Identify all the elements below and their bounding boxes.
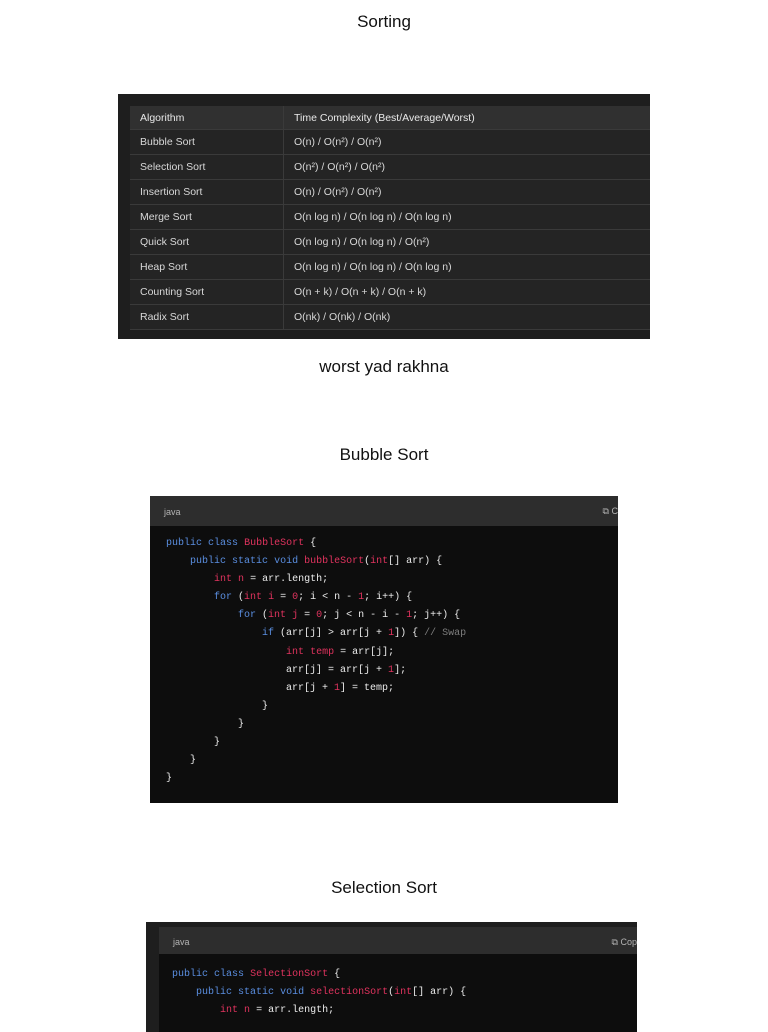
complexity-cell: O(n log n) / O(n log n) / O(n log n) <box>284 205 651 230</box>
table-row <box>130 230 650 255</box>
table-row <box>130 155 650 180</box>
language-label: java <box>173 937 190 947</box>
complexity-cell: O(n + k) / O(n + k) / O(n + k) <box>284 280 651 305</box>
algorithm-cell: Counting Sort <box>130 280 284 305</box>
column-header-complexity: Time Complexity (Best/Average/Worst) <box>284 106 651 130</box>
heading-bubble-sort: Bubble Sort <box>339 445 429 464</box>
complexity-cell: O(n log n) / O(n log n) / O(n²) <box>284 230 651 255</box>
table-row <box>130 205 650 230</box>
copy-icon: ⧉ <box>602 506 609 516</box>
complexity-cell: O(n²) / O(n²) / O(n²) <box>284 155 651 180</box>
complexity-cell: O(n) / O(n²) / O(n²) <box>284 130 651 155</box>
complexity-cell: O(n) / O(n²) / O(n²) <box>284 180 651 205</box>
heading-note: worst yad rakhna <box>319 357 449 376</box>
heading-selection-sort: Selection Sort <box>331 878 437 897</box>
table-row <box>130 180 650 205</box>
language-label: java <box>164 507 181 517</box>
code-block-bubble-sort <box>150 496 618 803</box>
algorithm-cell: Radix Sort <box>130 305 284 330</box>
algorithm-cell: Selection Sort <box>130 155 284 180</box>
code-block-selection-sort <box>146 922 637 1032</box>
algorithm-cell: Insertion Sort <box>130 180 284 205</box>
complexity-table-image <box>118 94 650 339</box>
table-row <box>130 305 650 330</box>
code-header <box>150 496 618 526</box>
complexity-cell: O(n log n) / O(n log n) / O(n log n) <box>284 255 651 280</box>
heading-sorting: Sorting <box>357 12 411 31</box>
copy-button[interactable] <box>612 937 637 948</box>
copy-icon: ⧉ <box>611 937 618 947</box>
code-text: public class SelectionSort { public static void selectionSort(int[] arr) { int n = arr.length; <box>172 969 467 1017</box>
algorithm-cell: Heap Sort <box>130 255 284 280</box>
code-header <box>159 927 637 954</box>
complexity-cell: O(nk) / O(nk) / O(nk) <box>284 305 651 330</box>
algorithm-cell: Merge Sort <box>130 205 284 230</box>
copy-button[interactable] <box>603 506 618 517</box>
table-row <box>130 280 650 305</box>
copy-label: Cop <box>620 937 637 947</box>
column-header-algorithm: Algorithm <box>130 106 284 130</box>
table-row <box>130 255 650 280</box>
table-header-row <box>130 106 650 130</box>
code-text: public class BubbleSort { public static void bubbleSort(int[] arr) { int n = arr.length; for (int i = 0; i < n - 1; i++) { for (int j = 0; j < n - i - 1; j++) { if (arr[j] > arr[j + 1]) { // Swap int temp = arr[j]; arr[j] = arr[j + 1]; arr[j + 1] = temp; } } } } } <box>166 538 467 785</box>
algorithm-cell: Quick Sort <box>130 230 284 255</box>
complexity-table <box>130 106 650 330</box>
copy-label: C <box>611 506 618 516</box>
table-row <box>130 130 650 155</box>
algorithm-cell: Bubble Sort <box>130 130 284 155</box>
